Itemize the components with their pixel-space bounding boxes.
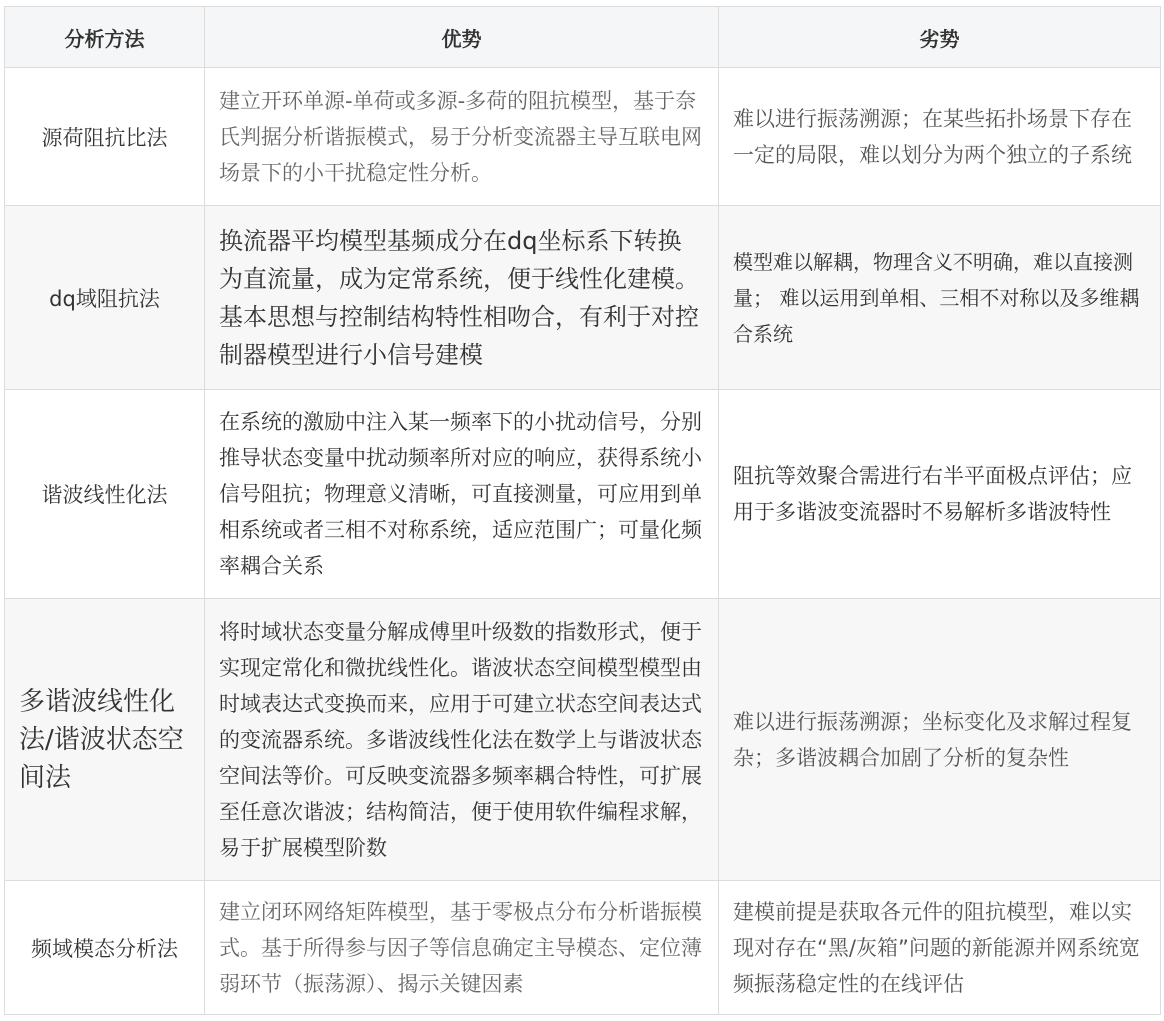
- advantage-cell: 在系统的激励中注入某一频率下的小扰动信号，分别推导状态变量中扰动频率所对应的响应，获得系统小信号阻抗；物理意义清晰，可直接测量，可应用到单相系统或者三相不对称系统，适应范围广；可量化频率耦合关系: [205, 390, 719, 599]
- advantage-cell: 建立开环单源-单荷或多源-多荷的阻抗模型，基于奈氏判据分析谐振模式，易于分析变流器主导互联电网场景下的小干扰稳定性分析。: [205, 68, 719, 206]
- comparison-table: [4, 6, 1161, 1015]
- advantage-cell: 建立闭环网络矩阵模型，基于零极点分布分析谐振模式。基于所得参与因子等信息确定主导模态、定位薄弱环节（振荡源）、揭示关键因素: [205, 881, 719, 1015]
- header-disadvantage: 劣势: [719, 7, 1161, 68]
- table-row: [5, 599, 1161, 881]
- method-cell: dq域阻抗法: [5, 206, 205, 390]
- method-cell: 多谐波线性化法/谐波状态空间法: [5, 599, 205, 881]
- header-method: 分析方法: [5, 7, 205, 68]
- table-row: [5, 390, 1161, 599]
- disadvantage-cell: 模型难以解耦，物理含义不明确，难以直接测量； 难以运用到单相、三相不对称以及多维耦合系统: [719, 206, 1161, 390]
- disadvantage-cell: 难以进行振荡溯源；在某些拓扑场景下存在一定的局限，难以划分为两个独立的子系统: [719, 68, 1161, 206]
- disadvantage-cell: 阻抗等效聚合需进行右半平面极点评估；应用于多谐波变流器时不易解析多谐波特性: [719, 390, 1161, 599]
- table-row: [5, 881, 1161, 1015]
- header-advantage: 优势: [205, 7, 719, 68]
- advantage-cell: 换流器平均模型基频成分在dq坐标系下转换为直流量，成为定常系统，便于线性化建模。基本思想与控制结构特性相吻合，有利于对控制器模型进行小信号建模: [205, 206, 719, 390]
- advantage-cell: 将时域状态变量分解成傅里叶级数的指数形式，便于实现定常化和微扰线性化。谐波状态空间模型模型由时域表达式变换而来，应用于可建立状态空间表达式的变流器系统。多谐波线性化法在数学上与谐波状态空间法等价。可反映变流器多频率耦合特性，可扩展至任意次谐波；结构简洁，便于使用软件编程求解，易于扩展模型阶数: [205, 599, 719, 881]
- disadvantage-cell: 建模前提是获取各元件的阻抗模型，难以实现对存在“黑/灰箱”问题的新能源并网系统宽频振荡稳定性的在线评估: [719, 881, 1161, 1015]
- method-cell: 源荷阻抗比法: [5, 68, 205, 206]
- table-row: [5, 206, 1161, 390]
- method-cell: 频域模态分析法: [5, 881, 205, 1015]
- method-cell: 谐波线性化法: [5, 390, 205, 599]
- table-header-row: [5, 7, 1161, 68]
- table-row: [5, 68, 1161, 206]
- disadvantage-cell: 难以进行振荡溯源；坐标变化及求解过程复杂；多谐波耦合加剧了分析的复杂性: [719, 599, 1161, 881]
